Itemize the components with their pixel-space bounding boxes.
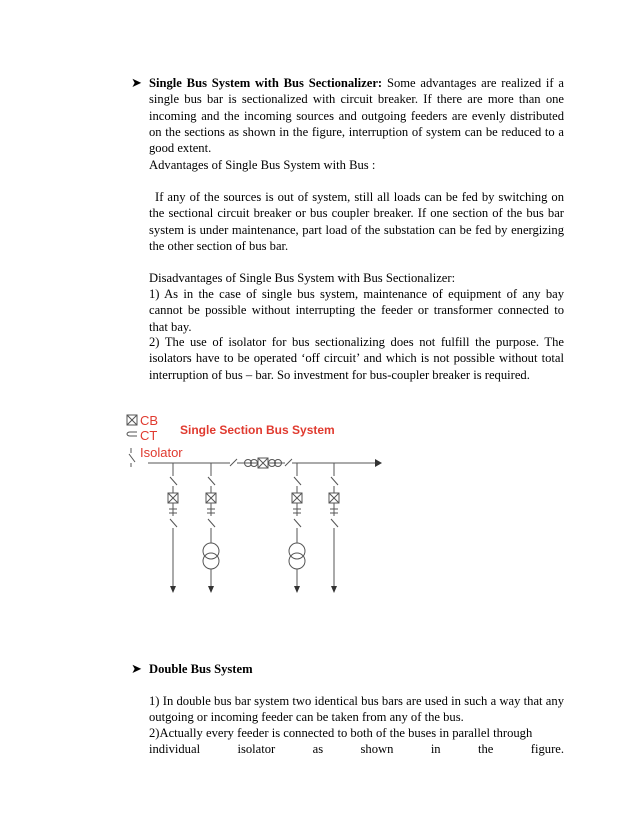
word: isolator <box>237 742 276 756</box>
legend-cb: CB <box>140 413 159 428</box>
disadvantage-1: 1) As in the case of single bus system, maintenance of equipment of any bay cannot be possible without interrupting the feeder or transformer connected to that bay. <box>149 287 564 334</box>
double-bus-point-2-continued <box>149 741 564 757</box>
legend-ct: CT <box>140 428 158 443</box>
bullet-icon: ➤ <box>131 75 142 90</box>
feeder-bays <box>168 463 339 593</box>
disadvantage-2: 2) The use of isolator for bus sectionalizing does not fulfill the purpose. The isolators have to be operated ‘off circuit’ and which is not possible without total interruption of bus – bar. So investment for bus-coupler breaker is required. <box>149 335 564 382</box>
single-section-bus-diagram <box>120 408 390 608</box>
legend-isolator: Isolator <box>140 445 183 460</box>
advantages-heading: Advantages of Single Bus System with Bus : <box>149 158 376 172</box>
disadvantages-heading: Disadvantages of Single Bus System with Bus Sectionalizer: <box>149 271 456 285</box>
word: the <box>478 742 494 756</box>
section1-heading: Single Bus System with Bus Sectionalizer: <box>149 76 383 90</box>
section1-intro: Some advantages are realized if a single bus bar is sectionalized with circuit breaker. If there are more than one incoming and the incoming sources and outgoing feeders are evenly distributed on the sections as shown in the figure, interruption of system can be reduced to a good extent. <box>149 76 564 156</box>
section1-intro-paragraph <box>149 75 564 156</box>
word: as <box>312 742 324 756</box>
double-bus-point-2: 2)Actually every feeder is connected to both of the buses in parallel through <box>149 726 533 740</box>
bay-3 <box>289 463 305 593</box>
bay-2 <box>203 463 219 593</box>
section2-heading <box>149 661 564 677</box>
double-bus-point-1: 1) In double bus bar system two identical bus bars are used in such a way that any outgoing or incoming feeder can be taken from any of the bus. <box>149 694 564 725</box>
bay-4 <box>329 463 339 593</box>
word: shown <box>360 742 394 756</box>
bay-1 <box>168 463 178 593</box>
word: individual <box>149 742 201 756</box>
bullet-icon: ➤ <box>131 661 142 676</box>
double-bus-heading: Double Bus System <box>149 662 253 676</box>
advantages-text: If any of the sources is out of system, still all loads can be fed by switching on the sectional circuit breaker or bus coupler breaker. If one section of the bus bar system is under maintenance, part load of the substation can be fed by energizing the other section of bus bar. <box>149 190 564 253</box>
figure-title: Single Section Bus System <box>180 423 335 437</box>
word: figure. <box>530 742 564 756</box>
word: in <box>430 742 441 756</box>
